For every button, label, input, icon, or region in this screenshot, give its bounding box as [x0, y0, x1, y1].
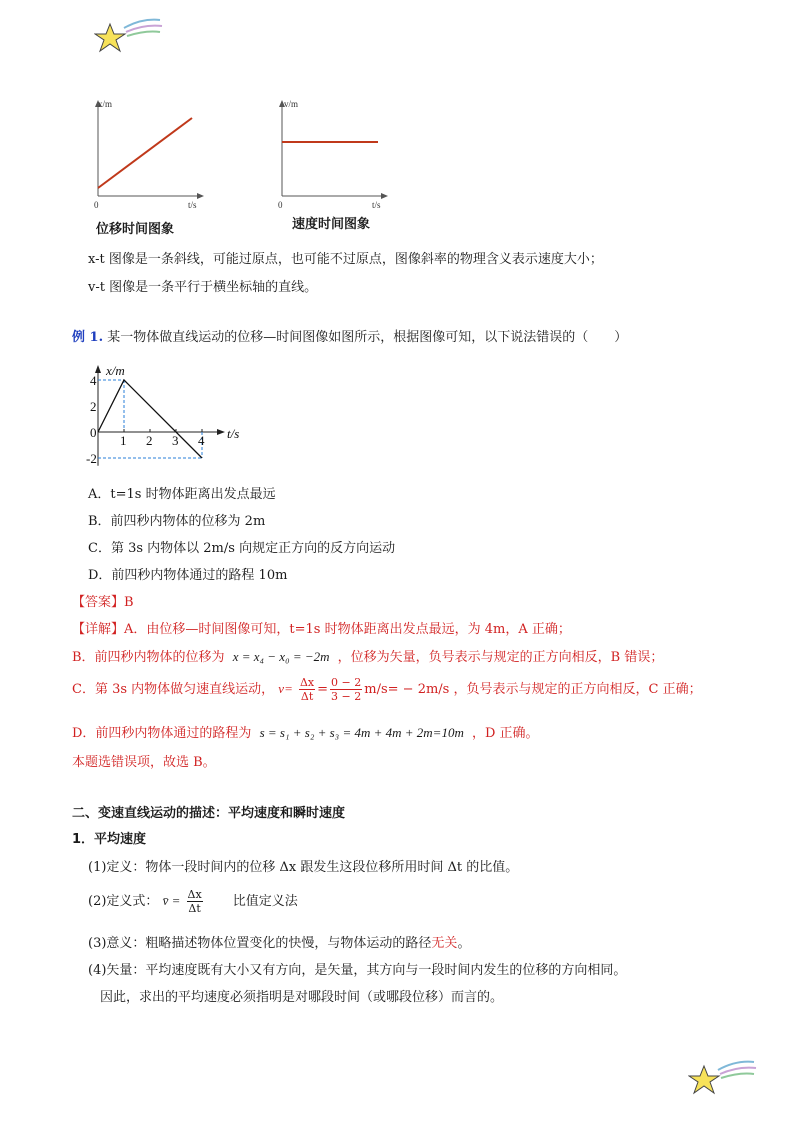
- def-2-v: v̄ =: [162, 893, 181, 908]
- y-tick-label: 4: [90, 373, 97, 388]
- def2-num: Δx: [187, 888, 202, 901]
- x-tick-label: 1: [120, 433, 127, 448]
- explanation-c-post: ，负号表示与规定的正方向相反，C 正确；: [453, 682, 702, 697]
- def-2-fraction: [187, 888, 203, 915]
- chart-xlabel: t/s: [227, 426, 240, 441]
- answer-value: B: [124, 595, 134, 610]
- explanation-b-post: ，位移为矢量，负号表示与规定的正方向相反，B 错误；: [337, 650, 664, 665]
- explanation-c-result: m/s= − 2m/s: [364, 682, 450, 697]
- y-tick-label: 0: [90, 425, 97, 440]
- star-decoration-top: [94, 16, 164, 58]
- explanation-a: [72, 618, 571, 637]
- explanation-c-fraction-1: [299, 676, 315, 703]
- explanation-b-pre: B．前四秒内物体的位移为: [72, 650, 225, 665]
- example-chart: [84, 348, 264, 472]
- section-title: 二、变速直线运动的描述：平均速度和瞬时速度: [72, 806, 346, 821]
- answer-line: [72, 591, 134, 610]
- def-2-post: 比值定义法: [232, 894, 298, 909]
- explanation-a-text: A．由位移—时间图像可知，t=1s 时物体距离出发点最远，为 4m，A 正确；: [124, 622, 571, 637]
- xt-origin: 0: [94, 200, 99, 210]
- def-4b: 因此，求出的平均速度必须指明是对哪段时间（或哪段位移）而言的。: [100, 990, 504, 1005]
- option-b: B．前四秒内物体的位移为 2m: [88, 514, 266, 529]
- y-tick-label: -2: [86, 451, 97, 466]
- explanation-d-post: ，D 正确。: [471, 726, 539, 741]
- explanation-c-eq: =: [317, 682, 329, 697]
- example-question-text: 某一物体做直线运动的位移—时间图像如图所示，根据图像可知，以下说法错误的（ ）: [107, 330, 628, 345]
- def-3: [88, 932, 470, 951]
- def-4: (4)矢量：平均速度既有大小又有方向，是矢量，其方向与一段时间内发生的位移的方向相同。: [88, 963, 627, 978]
- answer-label: 【答案】: [72, 595, 125, 610]
- example-question: [72, 326, 627, 345]
- def2-den: Δt: [188, 902, 201, 915]
- xt-graph: [88, 96, 208, 212]
- star-decoration-bottom: [688, 1058, 758, 1100]
- x-axis-arrow: [217, 429, 225, 435]
- vt-origin: 0: [278, 200, 283, 210]
- xt-caption: 位移时间图象: [96, 222, 175, 237]
- explanation-d: [72, 722, 539, 741]
- def-3-post: 。: [457, 936, 471, 951]
- def-2: [88, 888, 298, 915]
- note-xt: x-t 图像是一条斜线，可能过原点，也可能不过原点，图像斜率的物理含义表示速度大小；: [88, 252, 603, 267]
- def-1: (1)定义：物体一段时间内的位移 Δx 跟发生这段位移所用时间 Δt 的比值。: [88, 860, 519, 875]
- vt-graph: [272, 96, 392, 212]
- option-d: D．前四秒内物体通过的路程 10m: [88, 568, 288, 583]
- chart-ylabel: x/m: [106, 363, 125, 378]
- def-3-highlight: 无关: [431, 936, 458, 951]
- xt-ylabel: x/m: [98, 99, 113, 109]
- x-tick-label: 3: [172, 433, 179, 448]
- vt-caption: 速度时间图象: [292, 217, 371, 232]
- explanation-d-pre: D．前四秒内物体通过的路程为: [72, 726, 252, 741]
- frac1-num: Δx: [299, 676, 315, 689]
- def-3-pre: (3)意义：粗略描述物体位置变化的快慢，与物体运动的路径: [88, 936, 432, 951]
- frac2-num: 0 − 2: [331, 676, 362, 689]
- example-label: 例 1.: [72, 330, 104, 345]
- xt-xlabel: t/s: [188, 200, 197, 210]
- section-subtitle: 1．平均速度: [72, 832, 147, 847]
- explanation-d-formula: s = s₁ + s₂ + s₃ = 4m + 4m + 2m=10m: [259, 725, 464, 740]
- explanation-c-v: v=: [278, 681, 293, 696]
- vt-xlabel: t/s: [372, 200, 381, 210]
- explanation-b: [72, 646, 663, 665]
- explanation-c-pre: C．第 3s 内物体做匀速直线运动，: [72, 682, 275, 697]
- frac2-den: 3 − 2: [331, 690, 362, 703]
- explanation-conclusion: 本题选错误项，故选 B。: [72, 755, 216, 770]
- y-tick-label: 2: [90, 399, 97, 414]
- def-2-pre: (2)定义式：: [88, 894, 159, 909]
- explanation-c-fraction-2: [330, 676, 362, 703]
- option-a: A．t=1s 时物体距离出发点最远: [88, 487, 276, 502]
- x-tick-label: 4: [198, 433, 205, 448]
- explanation-label: 【详解】: [72, 622, 125, 637]
- frac1-den: Δt: [300, 690, 314, 703]
- explanation-b-formula: x = x₄ − x₀ = −2m: [232, 649, 330, 664]
- x-tick-label: 2: [146, 433, 153, 448]
- y-axis-arrow: [95, 365, 101, 373]
- note-vt: v-t 图像是一条平行于横坐标轴的直线。: [88, 280, 318, 295]
- option-c: C．第 3s 内物体以 2m/s 向规定正方向的反方向运动: [88, 541, 396, 556]
- explanation-c: [72, 676, 702, 703]
- vt-ylabel: v/m: [284, 99, 299, 109]
